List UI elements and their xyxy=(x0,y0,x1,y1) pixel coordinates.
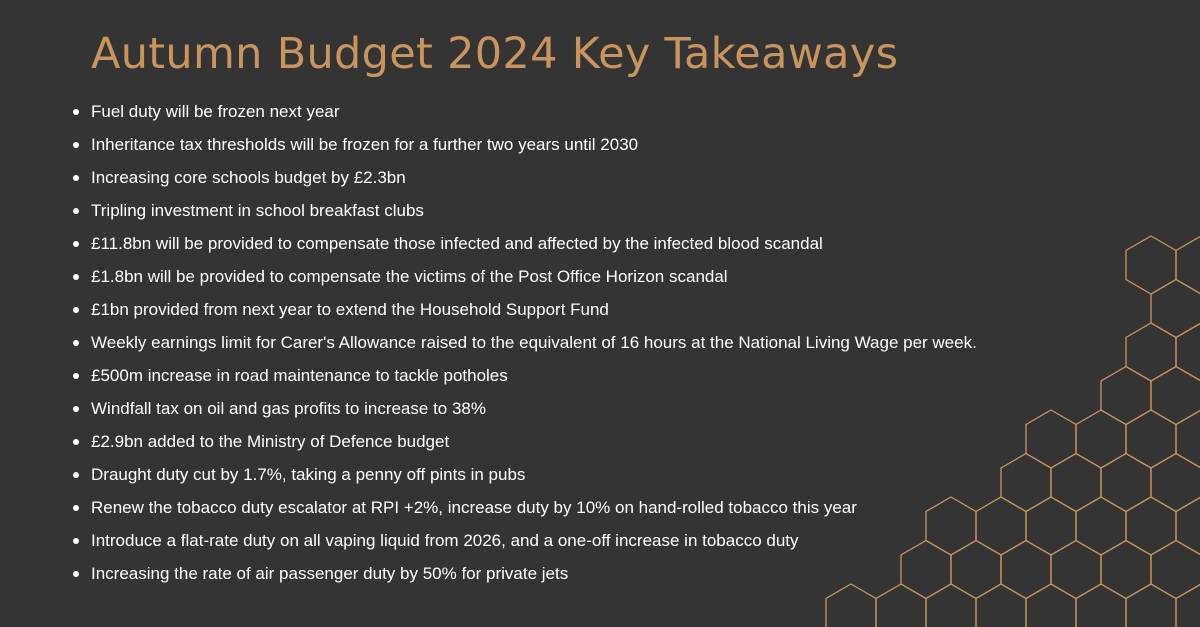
list-item xyxy=(71,393,977,426)
honeycomb-cell xyxy=(1176,323,1200,381)
list-item xyxy=(71,426,977,459)
bullet-icon xyxy=(73,109,79,115)
list-item xyxy=(71,195,977,228)
bullet-icon xyxy=(73,241,79,247)
honeycomb-cell xyxy=(1151,280,1200,338)
list-item xyxy=(71,129,977,162)
bullet-icon xyxy=(73,307,79,313)
bullet-icon xyxy=(73,472,79,478)
honeycomb-cell xyxy=(1126,584,1176,627)
honeycomb-cell xyxy=(1176,236,1200,294)
list-item-text: Introduce a flat-rate duty on all vaping liquid from 2026, and a one-off increase in tobacco duty xyxy=(91,531,799,550)
honeycomb-cell xyxy=(1026,584,1076,627)
honeycomb-cell xyxy=(1126,497,1176,555)
honeycomb-cell xyxy=(1151,367,1200,425)
honeycomb-cell xyxy=(1051,541,1101,599)
takeaways-list xyxy=(71,96,977,591)
honeycomb-cell xyxy=(1001,454,1051,512)
honeycomb-cell xyxy=(1026,497,1076,555)
list-item xyxy=(71,492,977,525)
honeycomb-cell xyxy=(1101,541,1151,599)
list-item-text: £11.8bn will be provided to compensate those infected and affected by the infected blood scandal xyxy=(91,234,823,253)
honeycomb-cell xyxy=(1076,410,1126,468)
list-item xyxy=(71,96,977,129)
bullet-icon xyxy=(73,175,79,181)
honeycomb-cell xyxy=(1026,410,1076,468)
list-item-text: Inheritance tax thresholds will be frozen for a further two years until 2030 xyxy=(91,135,639,154)
honeycomb-cell xyxy=(1151,454,1200,512)
list-item-text: Fuel duty will be frozen next year xyxy=(91,102,340,121)
honeycomb-cell xyxy=(1101,454,1151,512)
list-item-text: Renew the tobacco duty escalator at RPI +2%, increase duty by 10% on hand-rolled tobacco this year xyxy=(91,498,857,517)
bullet-icon xyxy=(73,571,79,577)
bullet-icon xyxy=(73,538,79,544)
bullet-icon xyxy=(73,373,79,379)
honeycomb-cell xyxy=(1001,541,1051,599)
list-item-text: £1.8bn will be provided to compensate the victims of the Post Office Horizon scandal xyxy=(91,267,728,286)
bullet-icon xyxy=(73,505,79,511)
list-item-text: Increasing core schools budget by £2.3bn xyxy=(91,168,406,187)
list-item-text: Increasing the rate of air passenger duty by 50% for private jets xyxy=(91,564,569,583)
honeycomb-cell xyxy=(1101,367,1151,425)
bullet-icon xyxy=(73,274,79,280)
list-item xyxy=(71,327,977,360)
list-item-text: Windfall tax on oil and gas profits to increase to 38% xyxy=(91,399,486,418)
honeycomb-cell xyxy=(1126,236,1176,294)
honeycomb-cell xyxy=(976,584,1026,627)
honeycomb-cell xyxy=(1076,584,1126,627)
list-item xyxy=(71,294,977,327)
bullet-icon xyxy=(73,208,79,214)
list-item xyxy=(71,459,977,492)
honeycomb-cell xyxy=(1051,454,1101,512)
list-item-text: Weekly earnings limit for Carer's Allowance raised to the equivalent of 16 hours at the National Living Wage per week. xyxy=(91,333,977,352)
list-item xyxy=(71,558,977,591)
list-item-text: £2.9bn added to the Ministry of Defence budget xyxy=(91,432,450,451)
honeycomb-cell xyxy=(1151,541,1200,599)
honeycomb-cell xyxy=(1126,323,1176,381)
bullet-icon xyxy=(73,439,79,445)
honeycomb-cell xyxy=(1126,410,1176,468)
list-item xyxy=(71,162,977,195)
list-item xyxy=(71,228,977,261)
honeycomb-cell xyxy=(1176,497,1200,555)
bullet-icon xyxy=(73,406,79,412)
honeycomb-cell xyxy=(1176,584,1200,627)
bullet-icon xyxy=(73,340,79,346)
list-item-text: Draught duty cut by 1.7%, taking a penny off pints in pubs xyxy=(91,465,526,484)
list-item-text: £1bn provided from next year to extend the Household Support Fund xyxy=(91,300,609,319)
bullet-icon xyxy=(73,142,79,148)
list-item-text: Tripling investment in school breakfast clubs xyxy=(91,201,424,220)
honeycomb-cell xyxy=(1176,410,1200,468)
honeycomb-cell xyxy=(1076,497,1126,555)
page-title: Autumn Budget 2024 Key Takeaways xyxy=(91,29,899,79)
honeycomb-cell xyxy=(976,497,1026,555)
list-item-text: £500m increase in road maintenance to tackle potholes xyxy=(91,366,508,385)
list-item xyxy=(71,261,977,294)
list-item xyxy=(71,360,977,393)
list-item xyxy=(71,525,977,558)
